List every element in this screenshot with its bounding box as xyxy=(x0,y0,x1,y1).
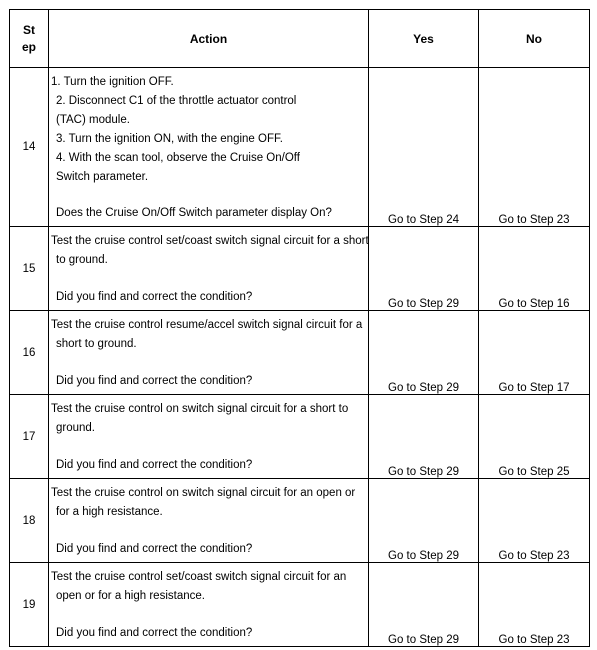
action-line: Test the cruise control resume/accel switch signal circuit for a xyxy=(51,319,363,331)
step-number: 19 xyxy=(10,563,49,647)
action-line: ground. xyxy=(56,422,96,434)
action-line: Test the cruise control on switch signal circuit for a short to xyxy=(51,403,349,415)
no-action: Go to Step 16 xyxy=(479,227,590,311)
yes-action: Go to Step 29 xyxy=(369,563,479,647)
action-question: Did you find and correct the condition? xyxy=(56,459,253,471)
action-line: to ground. xyxy=(56,254,108,266)
header-step xyxy=(10,10,49,68)
yes-action: Go to Step 29 xyxy=(369,395,479,479)
action-cell xyxy=(49,563,369,647)
header-action: Action xyxy=(49,10,369,68)
table-row xyxy=(10,68,590,227)
step-number: 15 xyxy=(10,227,49,311)
action-question: Does the Cruise On/Off Switch parameter display On? xyxy=(56,207,332,219)
action-line: 3. Turn the ignition ON, with the engine OFF. xyxy=(56,133,283,145)
action-question: Did you find and correct the condition? xyxy=(56,627,253,639)
action-line: Switch parameter. xyxy=(56,171,149,183)
table-row xyxy=(10,311,590,395)
action-line: Test the cruise control set/coast switch signal circuit for an xyxy=(51,571,347,583)
no-action: Go to Step 23 xyxy=(479,68,590,227)
header-yes: Yes xyxy=(369,10,479,68)
action-cell xyxy=(49,68,369,227)
header-step-line2: ep xyxy=(21,39,36,54)
header-step-line1: St xyxy=(23,22,35,37)
header-row xyxy=(10,10,590,68)
yes-action: Go to Step 29 xyxy=(369,479,479,563)
action-line: open or for a high resistance. xyxy=(56,590,205,602)
action-line: (TAC) module. xyxy=(56,114,130,126)
no-action: Go to Step 23 xyxy=(479,479,590,563)
step-number: 16 xyxy=(10,311,49,395)
table-row xyxy=(10,395,590,479)
table-row xyxy=(10,227,590,311)
action-line: Test the cruise control on switch signal circuit for an open or xyxy=(51,487,356,499)
step-number: 18 xyxy=(10,479,49,563)
action-line: 2. Disconnect C1 of the throttle actuator control xyxy=(56,95,297,107)
action-cell xyxy=(49,227,369,311)
action-question: Did you find and correct the condition? xyxy=(56,543,253,555)
action-line: for a high resistance. xyxy=(56,506,163,518)
action-line: 1. Turn the ignition OFF. xyxy=(51,76,174,88)
action-line: short to ground. xyxy=(56,338,137,350)
action-question: Did you find and correct the condition? xyxy=(56,291,253,303)
table-row xyxy=(10,479,590,563)
yes-action: Go to Step 29 xyxy=(369,311,479,395)
action-cell xyxy=(49,395,369,479)
action-line: 4. With the scan tool, observe the Cruise On/Off xyxy=(56,152,300,164)
step-number: 14 xyxy=(10,68,49,227)
no-action: Go to Step 23 xyxy=(479,563,590,647)
action-cell xyxy=(49,311,369,395)
no-action: Go to Step 17 xyxy=(479,311,590,395)
diagnostic-table xyxy=(9,9,590,647)
action-cell xyxy=(49,479,369,563)
header-no: No xyxy=(479,10,590,68)
action-line: Test the cruise control set/coast switch signal circuit for a short xyxy=(51,235,369,247)
table-row xyxy=(10,563,590,647)
step-number: 17 xyxy=(10,395,49,479)
action-question: Did you find and correct the condition? xyxy=(56,375,253,387)
no-action: Go to Step 25 xyxy=(479,395,590,479)
yes-action: Go to Step 24 xyxy=(369,68,479,227)
yes-action: Go to Step 29 xyxy=(369,227,479,311)
